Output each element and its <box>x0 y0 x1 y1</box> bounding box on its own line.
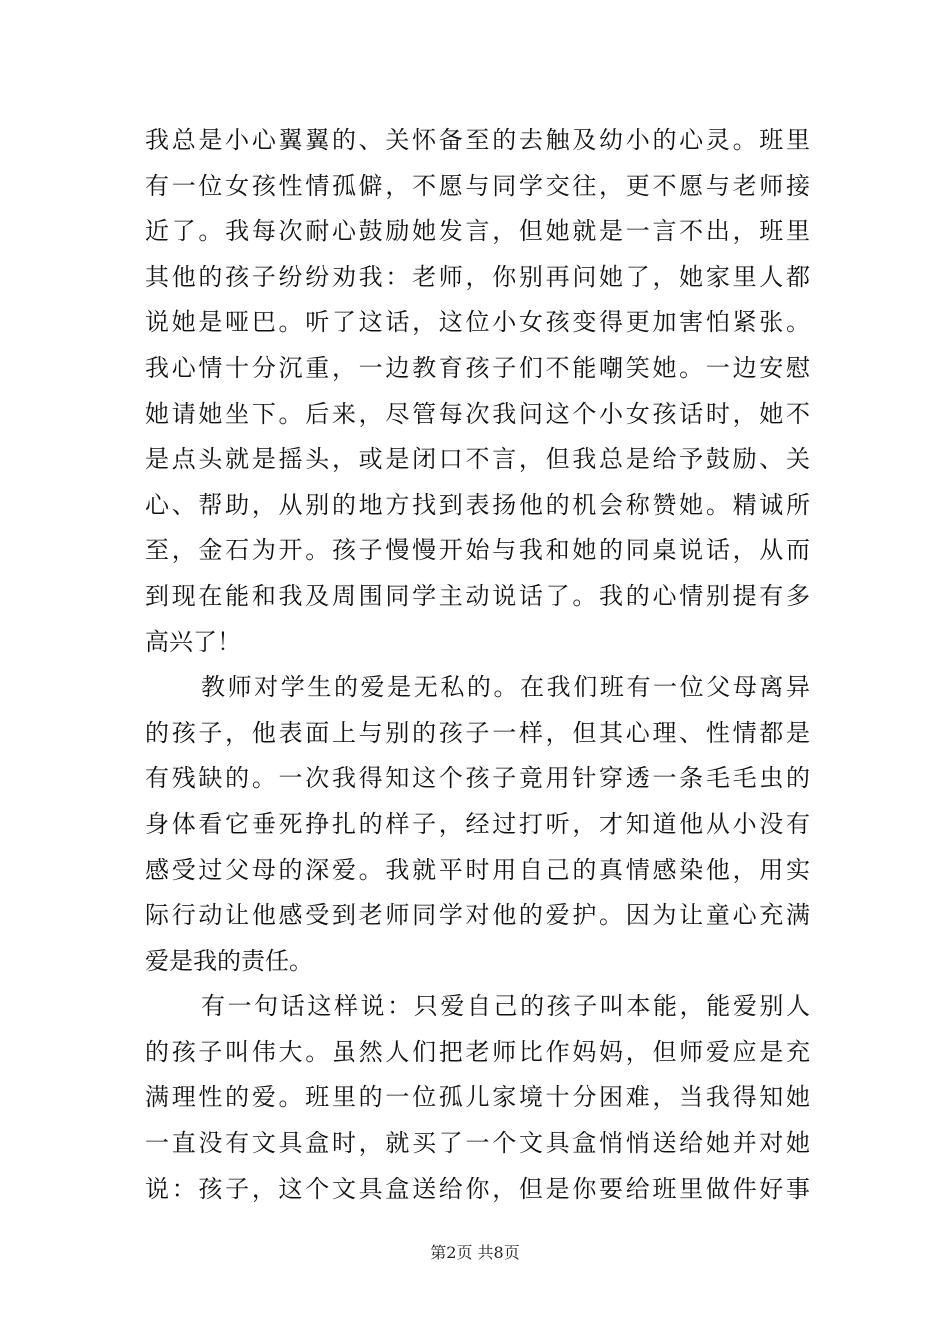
text-line: 有残缺的。一次我得知这个孩子竟用针穿透一条毛毛虫的 <box>145 764 810 793</box>
text-line: 身体看它垂死挣扎的样子，经过打听，才知道他从小没有 <box>145 809 810 838</box>
text-line: 际行动让他感受到老师同学对他的爱护。因为让童心充满 <box>145 901 810 930</box>
text-line: 教师对学生的爱是无私的。在我们班有一位父母离异 <box>201 673 810 702</box>
body-text <box>145 118 810 1212</box>
text-line: 我心情十分沉重，一边教育孩子们不能嘲笑她。一边安慰 <box>145 353 810 382</box>
text-line: 有一句话这样说：只爱自己的孩子叫本能，能爱别人 <box>201 992 810 1021</box>
text-line: 的孩子，他表面上与别的孩子一样，但其心理、性情都是 <box>145 718 810 747</box>
text-line: 到现在能和我及周围同学主动说话了。我的心情别提有多 <box>145 581 810 610</box>
text-line: 感受过父母的深爱。我就平时用自己的真情感染他，用实 <box>145 855 810 884</box>
text-line: 近了。我每次耐心鼓励她发言，但她就是一言不出，班里 <box>145 217 810 246</box>
text-line: 她请她坐下。后来，尽管每次我问这个小女孩话时，她不 <box>145 399 810 428</box>
text-line: 一直没有文具盒时，就买了一个文具盒悄悄送给她并对她 <box>145 1129 810 1158</box>
text-line: 说她是哑巴。听了这话，这位小女孩变得更加害怕紧张。 <box>145 308 810 337</box>
page-number: 第2页 共8页 <box>430 1243 520 1262</box>
text-line: 说：孩子，这个文具盒送给你，但是你要给班里做件好事 <box>145 1174 810 1203</box>
text-line: 满理性的爱。班里的一位孤儿家境十分困难，当我得知她 <box>145 1083 810 1112</box>
page-footer <box>0 1240 950 1263</box>
text-line: 其他的孩子纷纷劝我：老师，你别再问她了，她家里人都 <box>145 262 810 291</box>
text-line: 我总是小心翼翼的、关怀备至的去触及幼小的心灵。班里 <box>145 126 810 154</box>
text-line: 有一位女孩性情孤僻，不愿与同学交往，更不愿与老师接 <box>145 171 810 200</box>
text-line: 是点头就是摇头，或是闭口不言，但我总是给予鼓励、关 <box>145 445 810 474</box>
text-line: 至，金石为开。孩子慢慢开始与我和她的同桌说话，从而 <box>145 536 810 565</box>
text-line: 爱是我的责任。 <box>145 946 313 975</box>
text-line: 心、帮助，从别的地方找到表扬他的机会称赞她。精诚所 <box>145 490 810 519</box>
text-line: 高兴了！ <box>145 627 241 656</box>
text-line: 的孩子叫伟大。虽然人们把老师比作妈妈，但师爱应是充 <box>145 1037 810 1066</box>
